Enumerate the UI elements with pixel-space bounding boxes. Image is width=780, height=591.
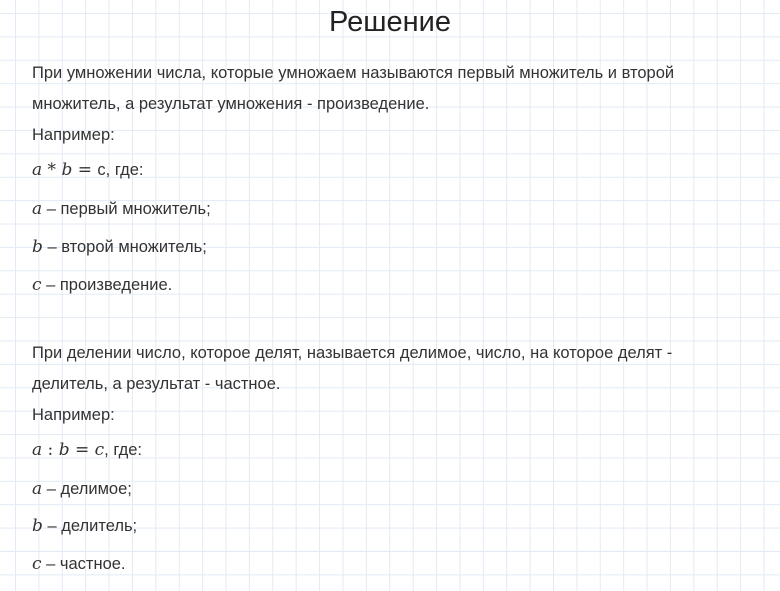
def-text: – первый множитель; bbox=[42, 200, 211, 218]
page-title: Решение bbox=[329, 6, 451, 38]
division-intro-line1: При делении число, которое делят, называется делимое, число, на которое делят - bbox=[32, 344, 673, 362]
division-example-label: Например: bbox=[32, 406, 115, 424]
formula-tail: , где: bbox=[105, 161, 144, 179]
equals: = bbox=[69, 440, 95, 460]
division-formula bbox=[32, 440, 142, 460]
equals: = bbox=[72, 160, 98, 180]
var-c: c bbox=[94, 440, 105, 460]
var-b: b bbox=[58, 440, 70, 460]
multiplication-intro-line2: множитель, а результат умножения - произведение. bbox=[32, 95, 430, 113]
def-var: b bbox=[32, 237, 43, 257]
var-b: b bbox=[61, 160, 73, 180]
def-text: – делимое; bbox=[42, 480, 132, 498]
var-a: a bbox=[32, 440, 43, 460]
multiplication-def-a bbox=[32, 199, 211, 219]
var-c: с bbox=[97, 161, 106, 179]
def-var: b bbox=[32, 516, 43, 536]
var-a: a bbox=[32, 160, 43, 180]
division-def-a bbox=[32, 479, 132, 499]
def-var: a bbox=[32, 479, 43, 499]
multiplication-intro-line1: При умножении числа, которые умножаем называются первый множитель и второй bbox=[32, 64, 675, 82]
def-var: c bbox=[32, 554, 42, 574]
def-text: – произведение. bbox=[41, 276, 173, 294]
def-text: – второй множитель; bbox=[42, 238, 207, 256]
multiplication-def-c bbox=[32, 275, 172, 295]
multiplication-formula bbox=[32, 160, 144, 180]
formula-tail: , где: bbox=[104, 441, 143, 459]
operator: * bbox=[42, 160, 62, 180]
def-var: c bbox=[32, 275, 42, 295]
division-def-c bbox=[32, 554, 126, 574]
multiplication-example-label: Например: bbox=[32, 126, 115, 144]
operator: : bbox=[42, 440, 59, 460]
def-text: – делитель; bbox=[42, 517, 138, 535]
def-var: a bbox=[32, 199, 43, 219]
division-intro-line2: делитель, а результат - частное. bbox=[32, 375, 281, 393]
division-def-b bbox=[32, 516, 137, 536]
def-text: – частное. bbox=[41, 555, 126, 573]
multiplication-def-b bbox=[32, 237, 207, 257]
